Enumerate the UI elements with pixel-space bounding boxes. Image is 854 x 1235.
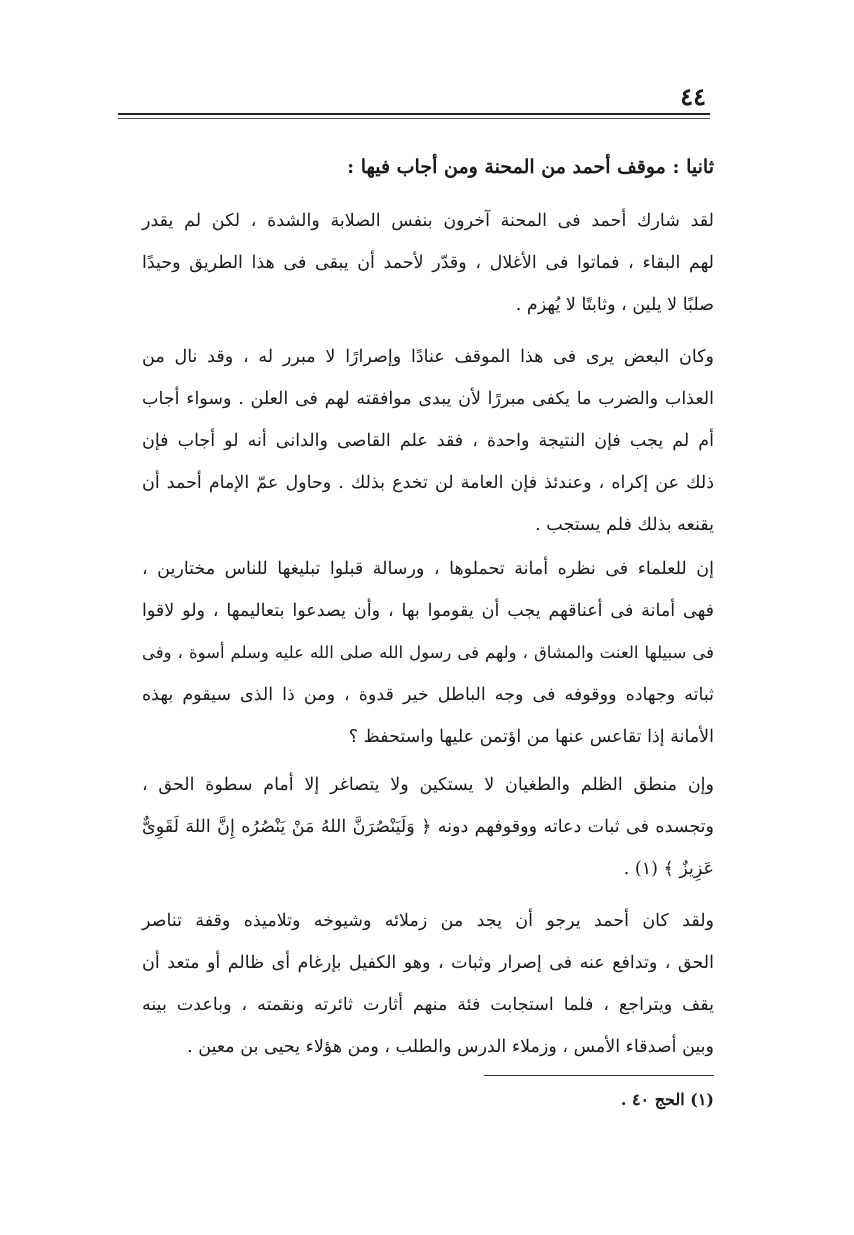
text-line: يقف ويتراجع ، فلما استجابت فئة منهم أثارت ثائرته ونقمته ، وباعدت بينه bbox=[142, 995, 714, 1015]
text-line: صلبًا لا يلين ، وثابتًا لا يُهزم . bbox=[515, 295, 714, 315]
header-rule-thin bbox=[118, 118, 710, 119]
text-line: وكان البعض يرى فى هذا الموقف عنادًا وإصرارًا لا مبرر له ، وقد نال من bbox=[142, 347, 714, 367]
text-line: ولقد كان أحمد يرجو أن يجد من زملائه وشيوخه وتلاميذه وقفة تناصر bbox=[142, 911, 714, 931]
text-line: وتجسده فى ثبات دعاته ووقوفهم دونه ﴿ وَلَيَنْصُرَنَّ اللهُ مَنْ يَنْصُرُه إِنَّ اللهَ لَقَوِىٌّ bbox=[142, 817, 714, 837]
paragraph-4 bbox=[142, 764, 714, 890]
section-heading: ثانيا : موقف أحمد من المحنة ومن أجاب فيها : bbox=[347, 156, 714, 178]
paragraph-2 bbox=[142, 336, 714, 546]
paragraph-1 bbox=[142, 200, 714, 326]
text-line: يقنعه بذلك فلم يستجب . bbox=[535, 515, 714, 535]
header-rule bbox=[118, 113, 710, 115]
text-line: وبين أصدقاء الأمس ، وزملاء الدرس والطلب ، ومن هؤلاء يحيى بن معين . bbox=[187, 1037, 714, 1057]
paragraph-3 bbox=[142, 548, 714, 758]
text-line: عَزِيزٌ ﴾ (١) . bbox=[623, 859, 714, 879]
text-line: لهم البقاء ، فماتوا فى الأغلال ، وقدّر لأحمد أن يبقى فى هذا الطريق وحيدًا bbox=[142, 253, 714, 273]
text-line: وإن منطق الظلم والطغيان لا يستكين ولا يتصاغر إلا أمام سطوة الحق ، bbox=[142, 775, 714, 795]
text-line: فهى أمانة فى أعناقهم يجب أن يقوموا بها ، وأن يصدعوا بتعاليمها ، ولو لاقوا bbox=[142, 601, 714, 621]
text-line: العذاب والضرب ما يكفى مبررًا لأن يبدى موافقته لهم فى العلن . وسواء أجاب bbox=[142, 389, 714, 409]
text-line: الحق ، وتدافع عنه فى إصرار وثبات ، وهو الكفيل بإرغام أى ظالم أو متعد أن bbox=[142, 953, 714, 973]
text-line: إن للعلماء فى نظره أمانة تحملوها ، ورسالة قبلوا تبليغها للناس مختارين ، bbox=[142, 559, 714, 579]
text-line: الأمانة إذا تقاعس عنها من اؤتمن عليها واستحفظ ؟ bbox=[348, 727, 714, 747]
text-line: لقد شارك أحمد فى المحنة آخرون بنفس الصلابة والشدة ، لكن لم يقدر bbox=[142, 211, 714, 231]
text-line: فى سبيلها العنت والمشاق ، ولهم فى رسول الله صلى الله عليه وسلم أسوة ، وفى bbox=[142, 643, 714, 662]
text-line: أم لم يجب فإن النتيجة واحدة ، فقد علم القاصى والدانى أنه لو أجاب فإن bbox=[142, 431, 714, 451]
page-number: ٤٤ bbox=[680, 82, 706, 111]
text-line: ذلك عن إكراه ، وعندئذ فإن العامة لن تخدع بذلك . وحاول عمّ الإمام أحمد أن bbox=[142, 473, 714, 493]
paragraph-5 bbox=[142, 900, 714, 1068]
footnote: (١) الحج ٤٠ . bbox=[620, 1090, 714, 1109]
footnote-rule bbox=[484, 1075, 714, 1076]
text-line: ثباته وجهاده ووقوفه فى وجه الباطل خير قدوة ، ومن ذا الذى سيقوم بهذه bbox=[142, 685, 714, 705]
